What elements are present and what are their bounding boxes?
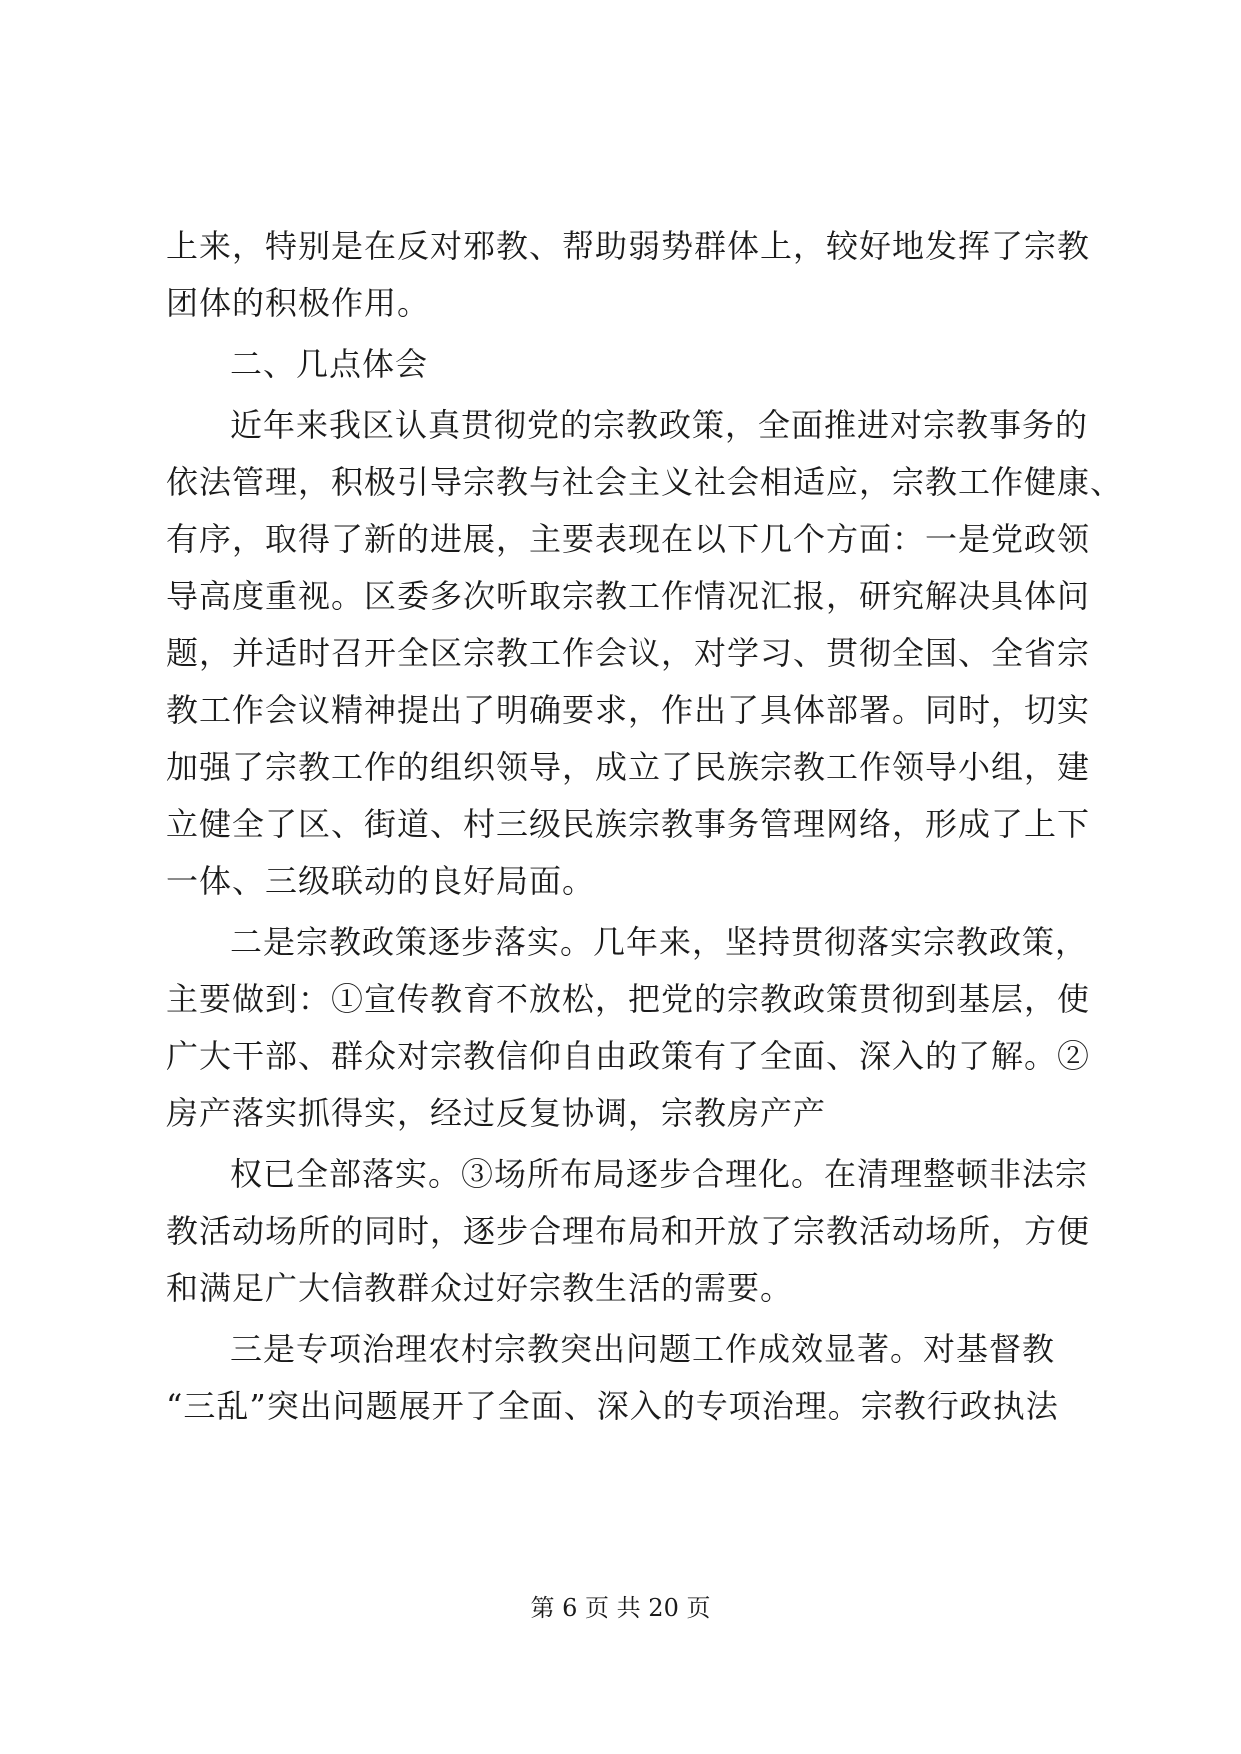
text-line: 主要做到：①宣传教育不放松，把党的宗教政策贯彻到基层，使 [166,980,1091,1018]
text-line: 权已全部落实。③场所布局逐步合理化。在清理整顿非法宗 [230,1155,1089,1193]
text-line: 广大干部、群众对宗教信仰自由政策有了全面、深入的了解。② [166,1037,1091,1075]
text-line: “三乱”突出问题展开了全面、深入的专项治理。宗教行政执法 [166,1387,1059,1425]
text-line: 房产落实抓得实，经过反复协调，宗教房产产 [166,1094,827,1132]
section-heading: 二、几点体会 [230,345,429,383]
text-line: 加强了宗教工作的组织领导，成立了民族宗教工作领导小组，建 [166,748,1091,786]
text-line: 立健全了区、街道、村三级民族宗教事务管理网络，形成了上下 [166,805,1091,843]
text-line: 依法管理，积极引导宗教与社会主义社会相适应，宗教工作健康、 [166,463,1124,501]
text-line: 团体的积极作用。 [166,284,431,322]
text-line: 题，并适时召开全区宗教工作会议，对学习、贯彻全国、全省宗 [166,634,1091,672]
text-line: 教活动场所的同时，逐步合理布局和开放了宗教活动场所，方便 [166,1212,1091,1250]
text-line: 二是宗教政策逐步落实。几年来，坚持贯彻落实宗教政策， [230,923,1089,961]
text-line: 导高度重视。区委多次听取宗教工作情况汇报，研究解决具体问 [166,577,1091,615]
text-line: 有序，取得了新的进展，主要表现在以下几个方面：一是党政领 [166,520,1091,558]
text-line: 和满足广大信教群众过好宗教生活的需要。 [166,1269,794,1307]
text-line: 三是专项治理农村宗教突出问题工作成效显著。对基督教 [230,1330,1056,1368]
text-line: 上来，特别是在反对邪教、帮助弱势群体上，较好地发挥了宗教 [166,227,1091,265]
text-line: 教工作会议精神提出了明确要求，作出了具体部署。同时，切实 [166,691,1091,729]
text-line: 近年来我区认真贯彻党的宗教政策，全面推进对宗教事务的 [230,406,1089,444]
text-line: 一体、三级联动的良好局面。 [166,862,596,900]
page-number: 第 6 页 共 20 页 [530,1594,711,1622]
